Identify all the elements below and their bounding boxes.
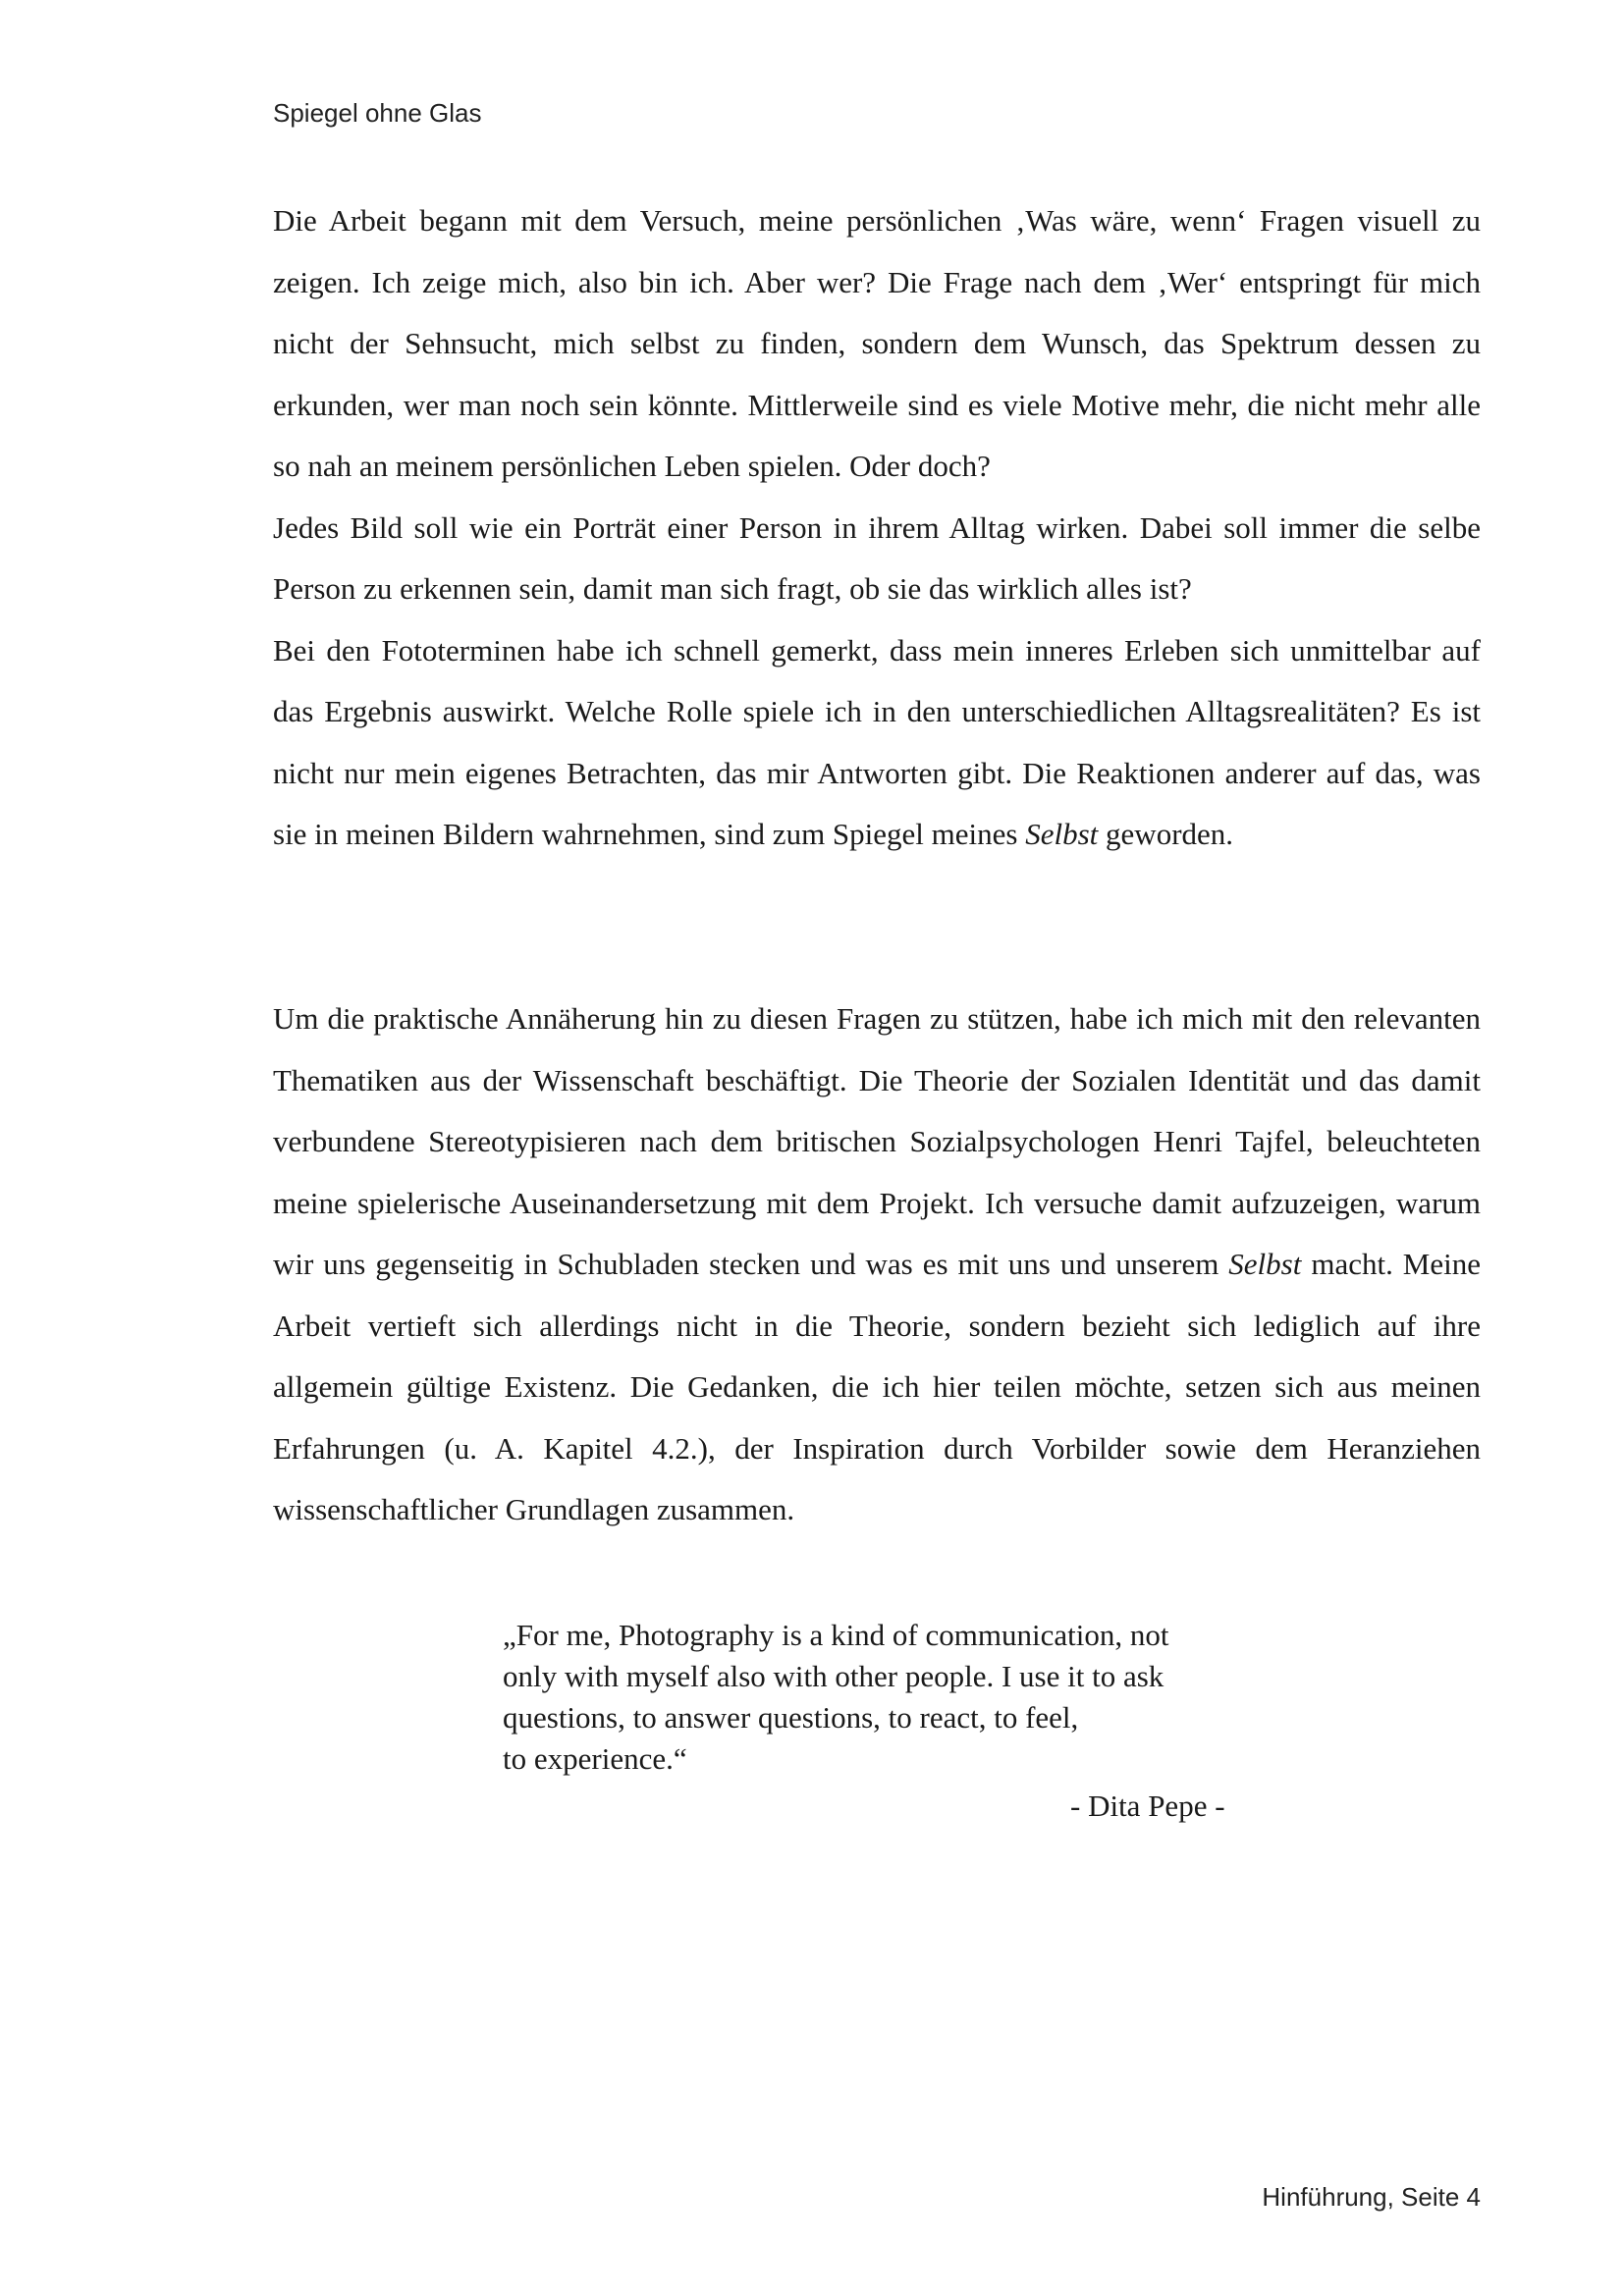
block-quote — [503, 1615, 1249, 1780]
section-intro — [273, 190, 1481, 866]
quote-line: only with myself also with other people. I use it to ask — [503, 1659, 1164, 1693]
quote-line: to experience.“ — [503, 1741, 687, 1776]
quote-line: „For me, Photography is a kind of communication, not — [503, 1618, 1169, 1652]
paragraph-text: Die Arbeit begann mit dem Versuch, meine persönlichen ‚Was wäre, wenn‘ Fragen visuell zu zeigen. Ich zeige mich, also bin ich. Aber wer? Die Frage nach dem ‚Wer‘ entspringt für mich nicht der Sehnsucht, mich selbst zu finden, sondern dem Wunsch, das Spektrum dessen zu erkunden, wer man noch sein könnte. Mittlerweile sind es viele Motive mehr, die nicht mehr alle so nah an meinem persönlichen Leben spielen. Oder doch? — [273, 203, 1481, 483]
paragraph-text: Bei den Fototerminen habe ich schnell gemerkt, dass mein inneres Erleben sich unmittelbar auf das Ergebnis auswirkt. Welche Rolle spiele ich in den unterschiedlichen Alltagsrealitäten? Es ist nicht nur mein eigenes Betrachten, das mir Antworten gibt. Die Reaktionen anderer auf das, was sie in meinen Bildern wahrnehmen, sind zum Spiegel meines — [273, 632, 1481, 851]
paragraph-text: geworden. — [1106, 817, 1234, 851]
page-footer: Hinführung, Seite 4 — [1262, 2182, 1481, 2212]
italic-term: Selbst — [1228, 1247, 1302, 1281]
quote-line: questions, to answer questions, to react, to feel, — [503, 1700, 1079, 1735]
paragraph-text: Jedes Bild soll wie ein Porträt einer Person in ihrem Alltag wirken. Dabei soll immer die selbe Person zu erkennen sein, damit man sich fragt, ob sie das wirklich alles ist? — [273, 509, 1481, 606]
paragraph-text: macht. Meine Arbeit vertieft sich allerdings nicht in die Theorie, sondern bezieht sich lediglich auf ihre allgemein gültige Existenz. Die Gedanken, die ich hier teilen möchte, setzen sich aus meinen Erfahrungen (u. A. Kapitel 4.2.), der Inspiration durch Vorbilder sowie dem Heranziehen wissenschaftlicher Grundlagen zusammen. — [273, 1247, 1481, 1526]
paragraph — [273, 988, 1481, 1541]
italic-term: Selbst — [1025, 817, 1099, 851]
section-theory — [273, 988, 1481, 1541]
paragraph — [273, 190, 1481, 498]
paragraph — [273, 620, 1481, 866]
page-header-title: Spiegel ohne Glas — [273, 98, 482, 128]
paragraph-text: Um die praktische Annäherung hin zu diesen Fragen zu stützen, habe ich mich mit den relevanten Thematiken aus der Wissenschaft beschäftigt. Die Theorie der Sozialen Identität und das damit verbundene Stereotypisieren nach dem britischen Sozialpsychologen Henri Tajfel, beleuchteten meine spielerische Auseinandersetzung mit dem Projekt. Ich versuche damit aufzuzeigen, warum wir uns gegenseitig in Schubladen stecken und was es mit uns und unserem — [273, 1001, 1481, 1281]
paragraph — [273, 498, 1481, 620]
quote-author: - Dita Pepe - — [1070, 1789, 1225, 1823]
